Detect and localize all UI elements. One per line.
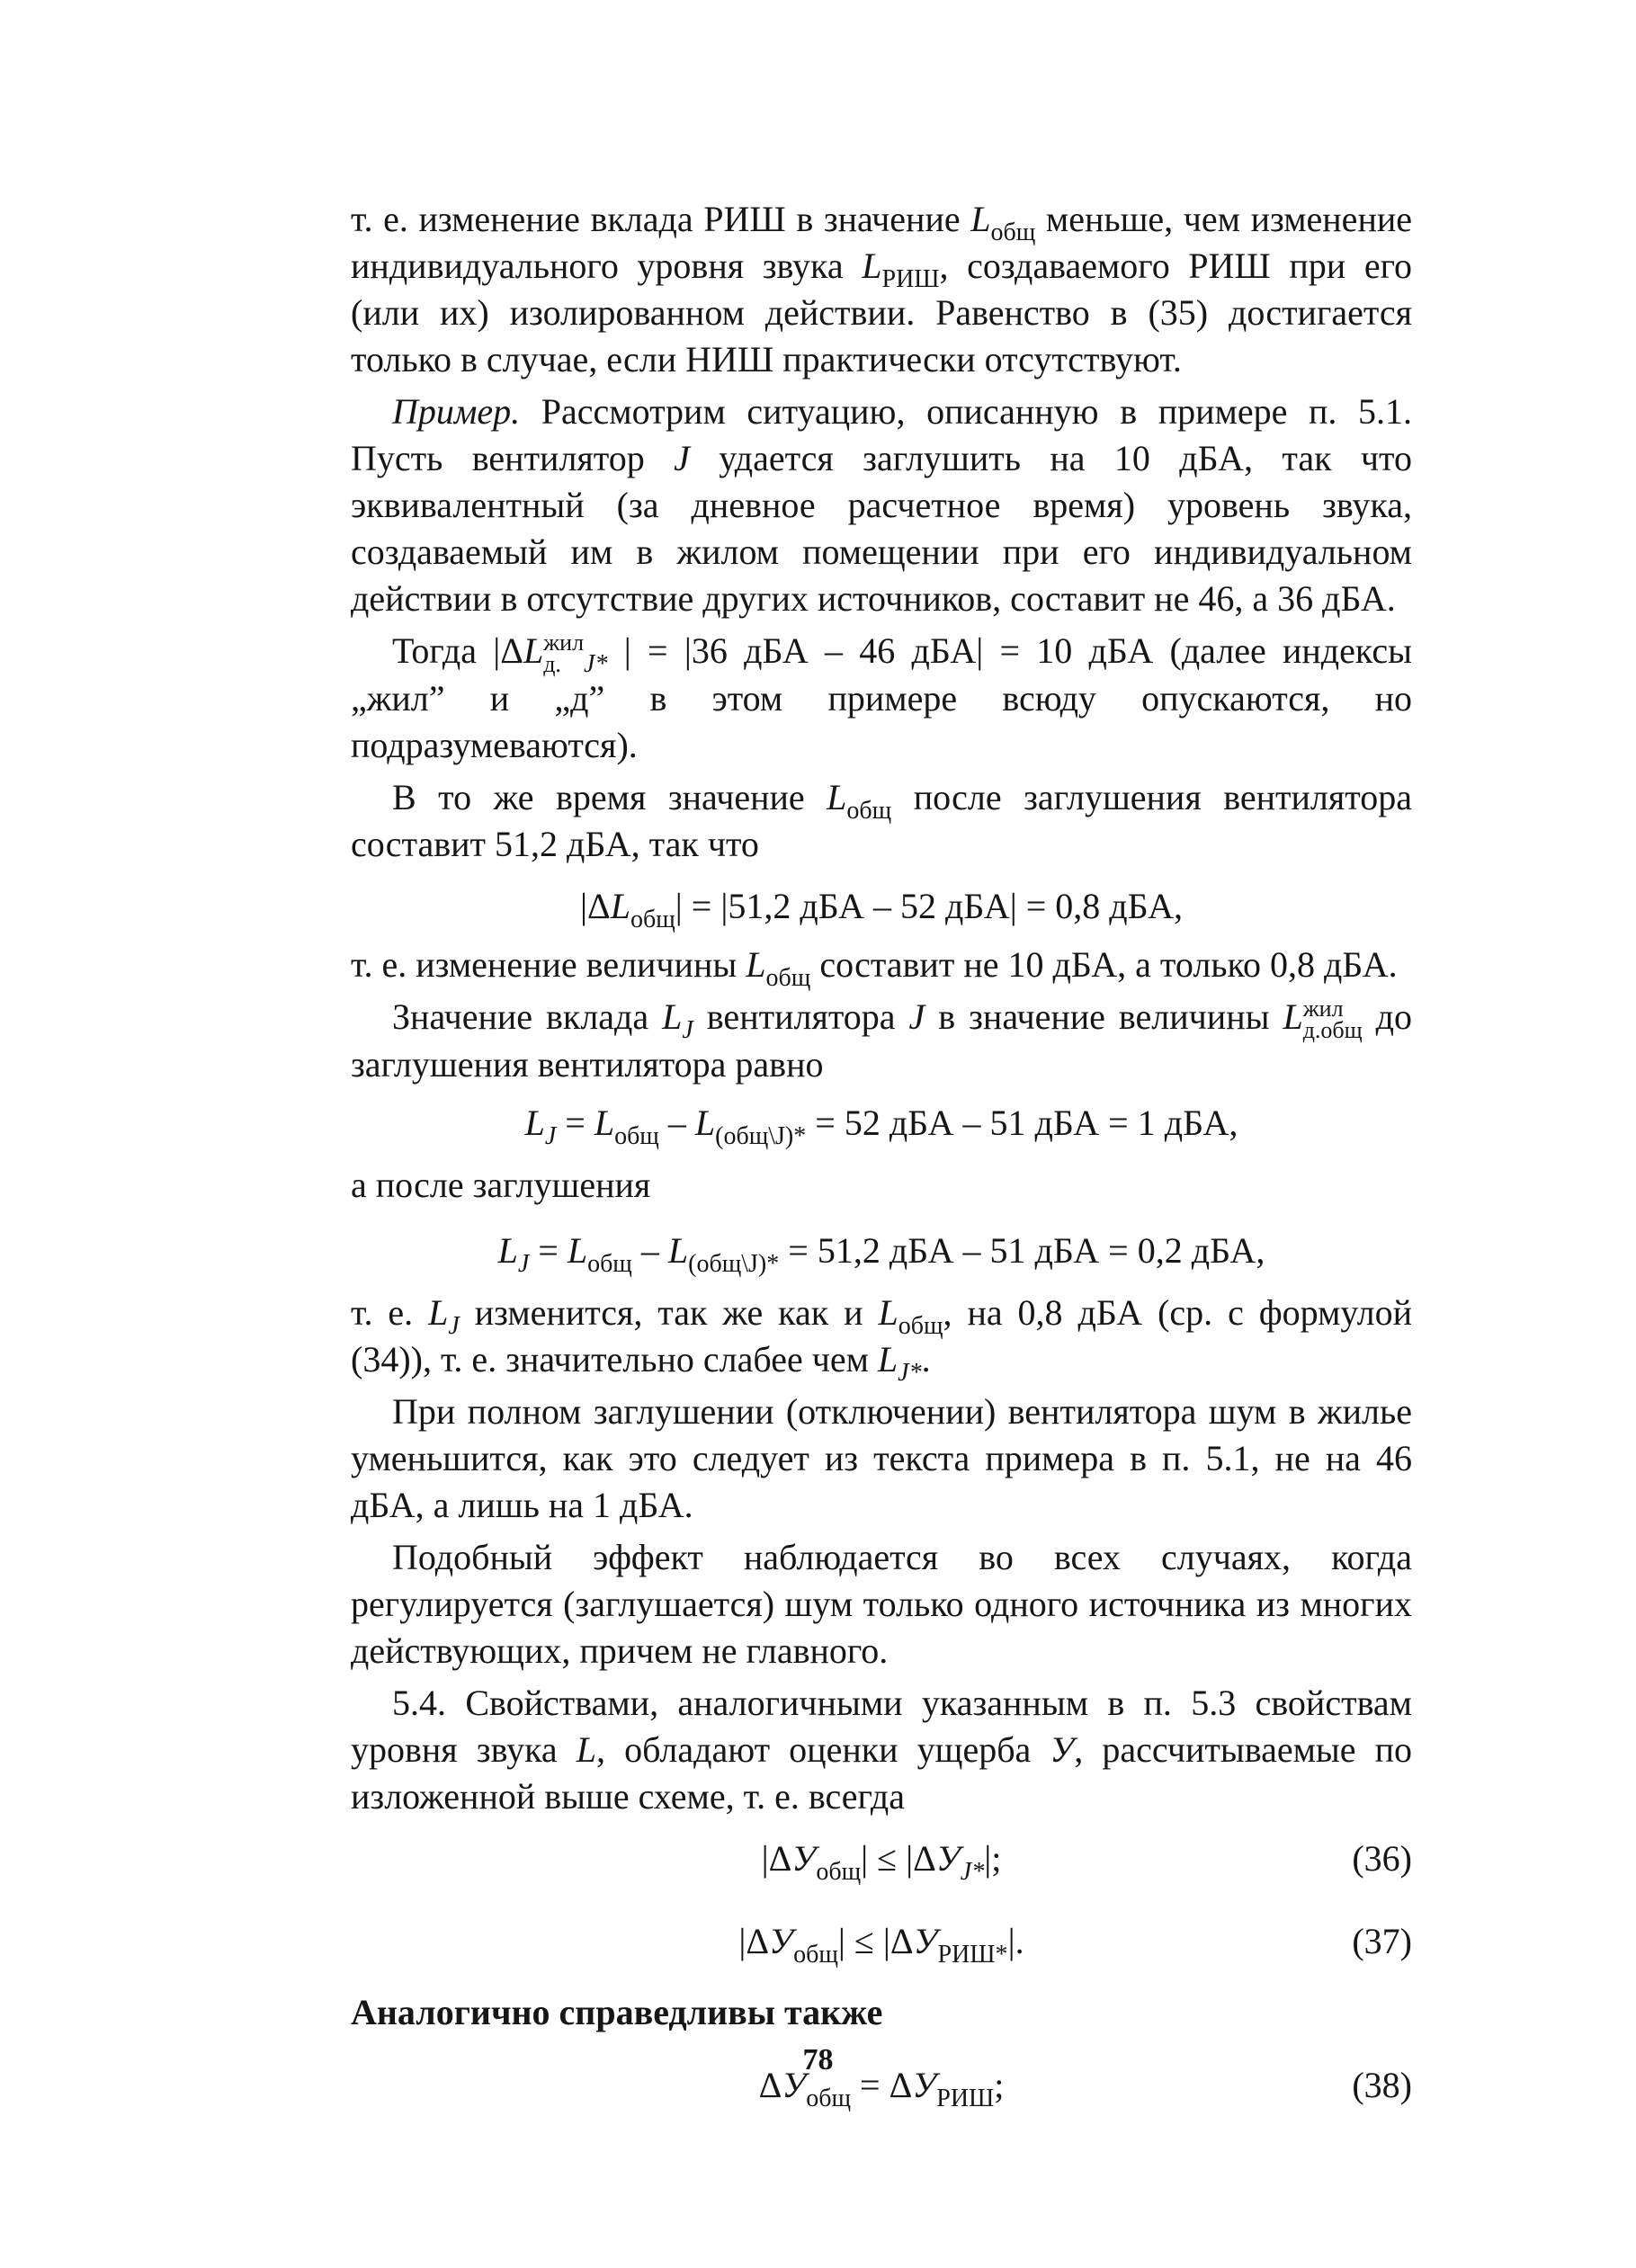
paragraph-12: Аналогично справедливы также bbox=[351, 1992, 883, 2032]
equation-3: $L_J = L_{общ} - L_{(общ\backslash J)*} = 51,2$ дБА – 51 дБА = 0,2 дБА, bbox=[497, 1230, 1265, 1278]
paragraph-9: При полном заглушении (отключении) вентилятора шум в жилье уменьшится, как это следует из текста примера в п. 5.1, не на 46 дБА, а лишь на 1 дБА. bbox=[351, 1391, 1412, 1525]
equation-36: $|\Delta У_{общ}| \le |\Delta У_{J*}|$; (36) bbox=[351, 1833, 1412, 1885]
equation-number: (38) bbox=[1352, 2065, 1412, 2105]
paragraph-5: т. е. изменение величины $L_{общ}$ составит не 10 дБА, а только 0,8 дБА. bbox=[351, 944, 1398, 992]
equation-37: $|\Delta У_{общ}| \le |\Delta У_{РИШ*}|$. (37) bbox=[351, 1915, 1412, 1968]
paragraph-11: 5.4. Свойствами, аналогичными указанным в п. 5.3 свойствам уровня звука L, обладают оценки ущерба У, рассчитываемые по изложенной выше схеме, т. е. всегда bbox=[351, 1683, 1412, 1817]
paragraph-10: Подобный эффект наблюдается во всех случаях, когда регулируется (заглушается) шум только одного источника из многих действующих, причем не главного. bbox=[351, 1537, 1412, 1671]
text-column bbox=[351, 196, 1412, 2112]
equation-38: $\Delta У_{общ} = \Delta У_{РИШ}$; (38) bbox=[351, 2059, 1412, 2112]
equation-number: (36) bbox=[1352, 1838, 1412, 1879]
paragraph-8: т. е. $L_J$ изменится, так же как и $L_{общ}$, на 0,8 дБА (ср. с формулой (34)), т. е. значительно слабее чем $L_{J*}$. bbox=[351, 1292, 1412, 1387]
paragraph-3: Тогда |ΔL жил д. $_{J*}$ | = |36 дБА – 46 дБА| = 10 дБА (далее индексы „жил” и „д” в этом примере всюду опускаются, но подразумеваются). bbox=[351, 630, 1412, 765]
equation-number: (37) bbox=[1352, 1921, 1412, 1961]
paragraph-7: а после заглушения bbox=[351, 1165, 651, 1205]
equation-1: $|\Delta L_{общ}| = |51,2$ дБА – 52 дБА| = 0,8 дБА, bbox=[580, 886, 1183, 933]
page-number: 78 bbox=[802, 2043, 834, 2076]
paragraph-6: Значение вклада $L_J$ вентилятора J в значение величины L жил д.общ до заглушения вентилятора равно bbox=[351, 996, 1413, 1085]
paragraph-2: Пример. Рассмотрим ситуацию, описанную в примере п. 5.1. Пусть вентилятор J удается заглушить на 10 дБА, так что эквивалентный (за дневное расчетное время) уровень звука, создаваемый им в жилом помещении при его индивидуальном действии в отсутствие других источников, составит не 46, а 36 дБА. bbox=[351, 391, 1412, 619]
paragraph-1: т. е. изменение вклада РИШ в значение $L_{общ}$ меньше, чем изменение индивидуального уровня звука $L_{РИШ}$, создаваемого РИШ при его (или их) изолированном действии. Равенство в (35) достигается только в случае, если НИШ практически отсутствуют. bbox=[351, 199, 1413, 379]
paragraph-4: В то же время значение $L_{общ}$ после заглушения вентилятора составит 51,2 дБА, так что bbox=[351, 777, 1412, 864]
equation-2: $L_J = L_{общ} - L_{(общ\backslash J)*} = 52$ дБА – 51 дБА = 1 дБА, bbox=[524, 1103, 1238, 1150]
